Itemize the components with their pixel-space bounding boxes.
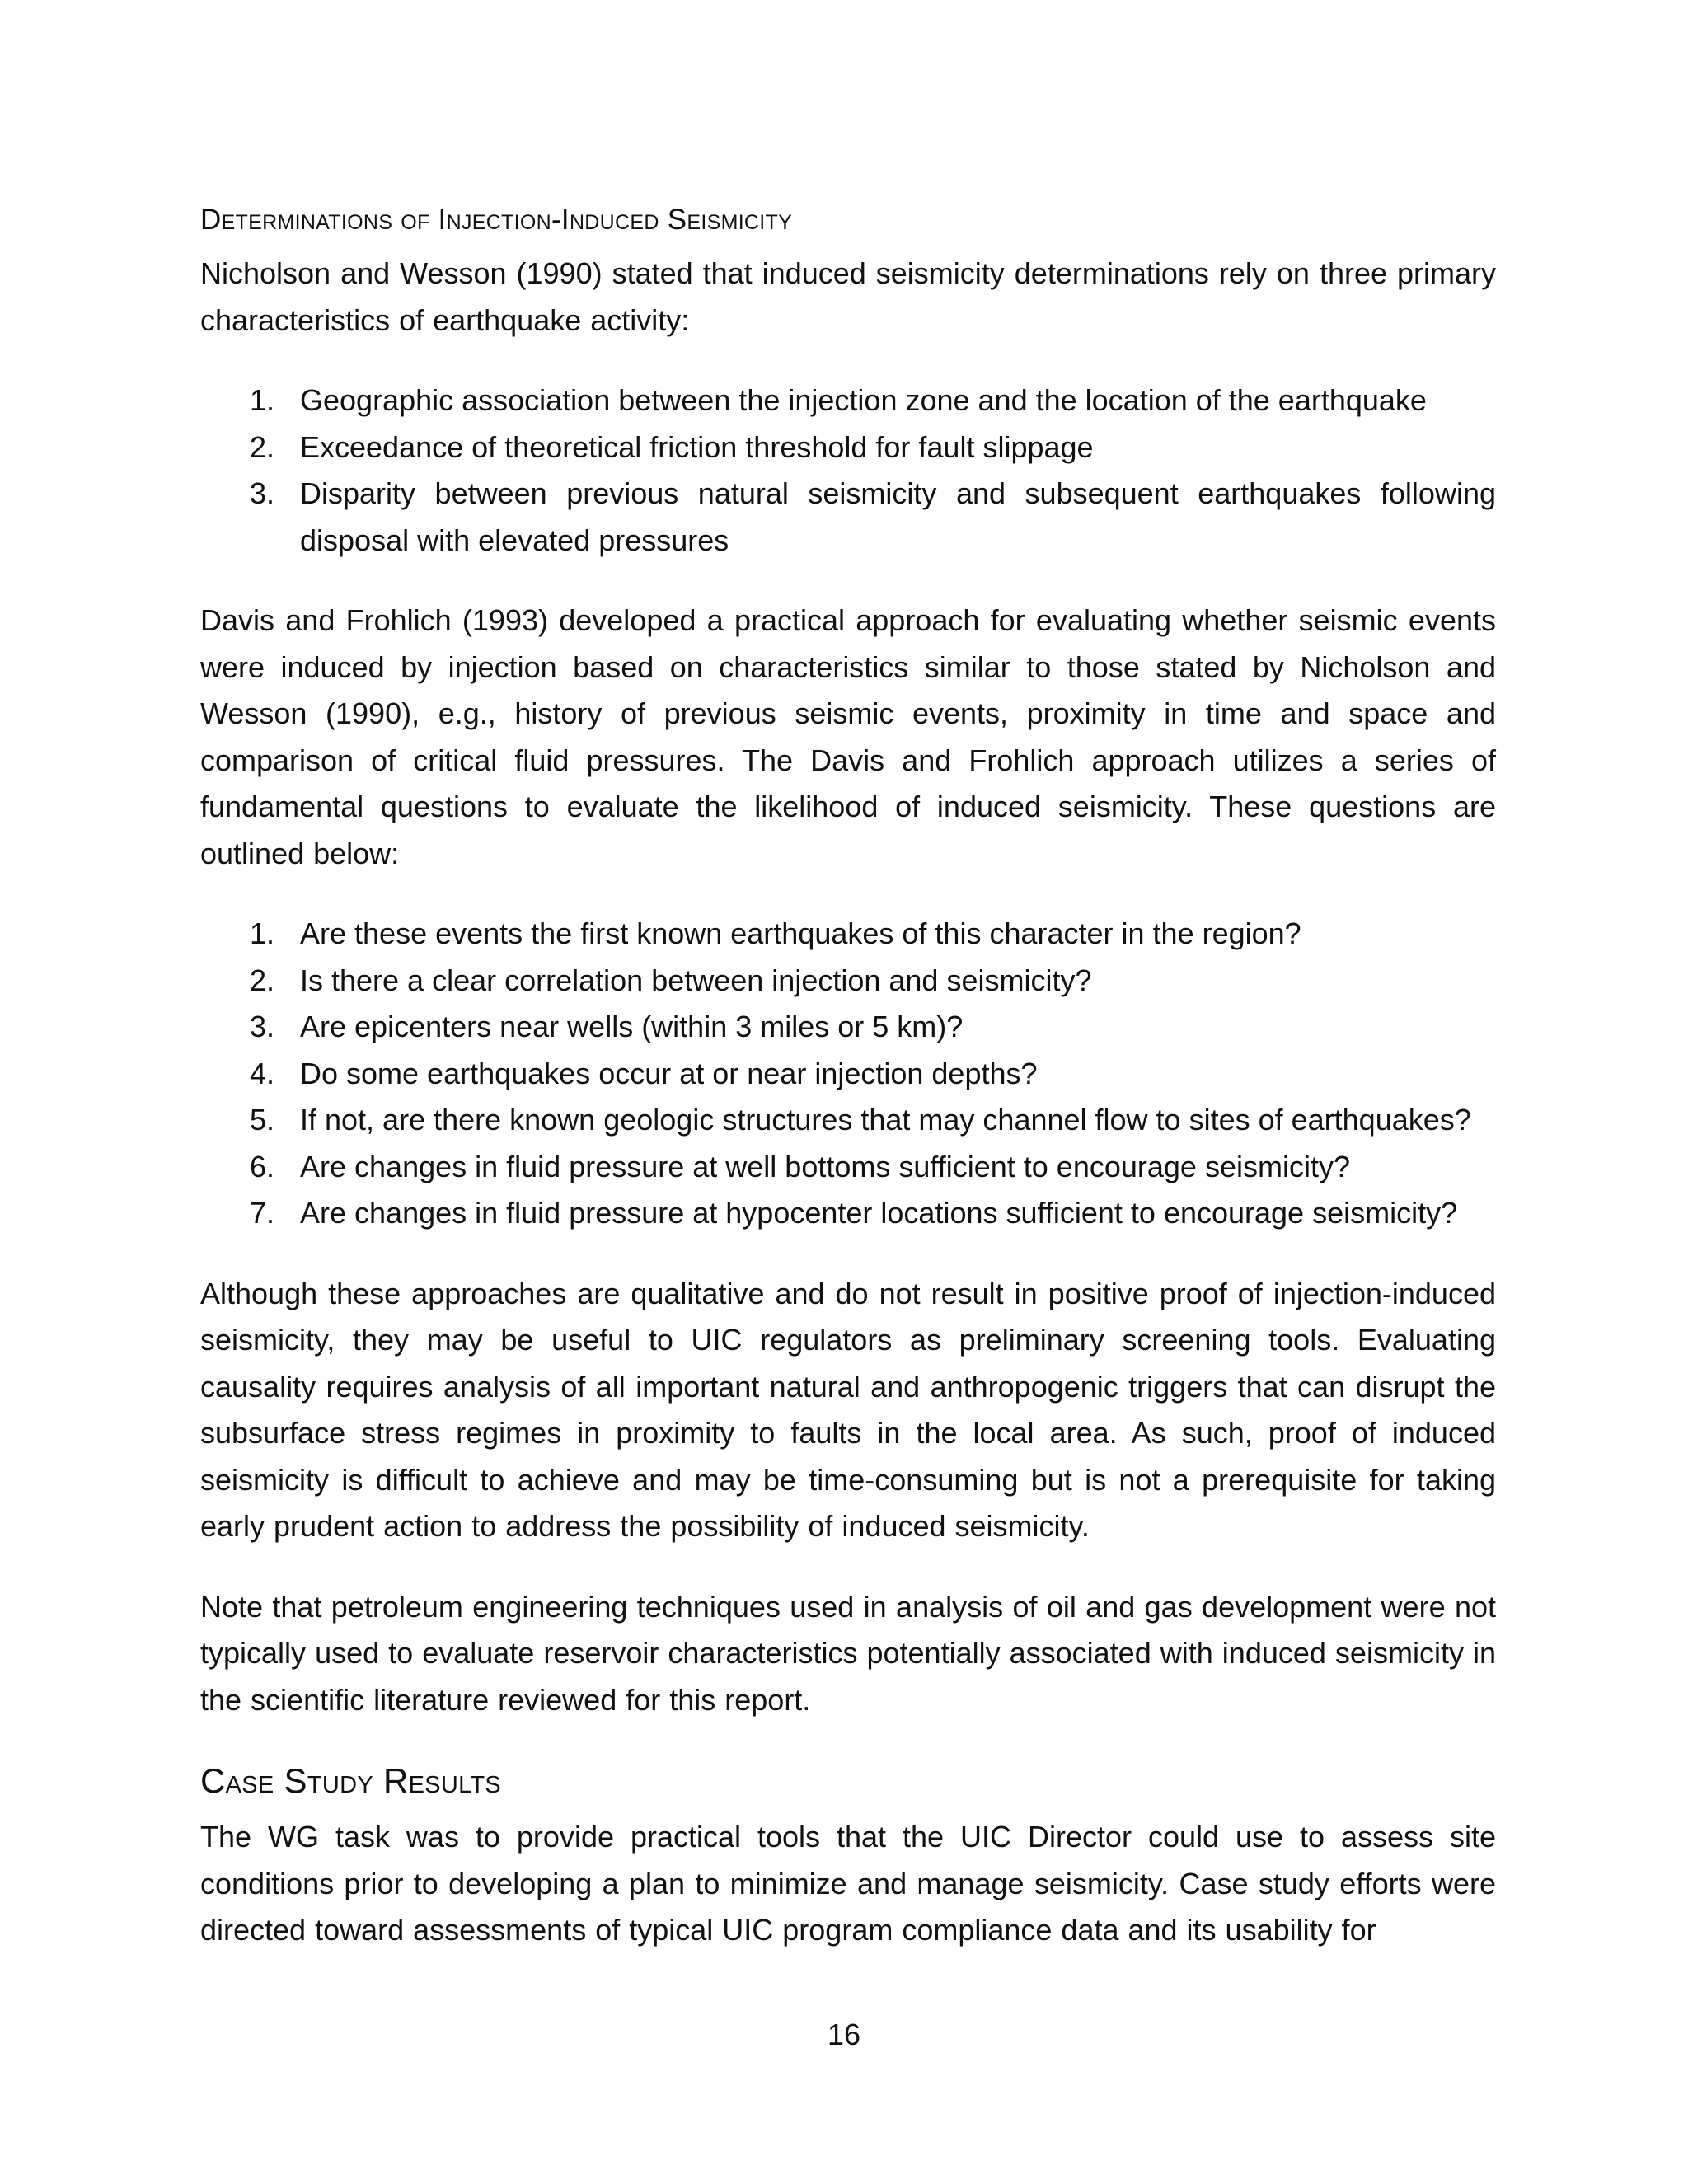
list-item: 5. If not, are there known geologic structures that may channel flow to sites of earthquakes?	[250, 1103, 1471, 1137]
list-item: 6. Are changes in fluid pressure at well bottoms sufficient to encourage seismicity?	[250, 1149, 1350, 1183]
davis-frohlich-paragraph: Davis and Frohlich (1993) developed a practical approach for evaluating whether seismic events were induced by injection based on characteristics similar to those stated by Nicholson and Wesson (1990), e.g., history of previous seismic events, proximity in time and space and comparison of critical fluid pressures. The Davis and Frohlich approach utilizes a series of fundamental questions to evaluate the likelihood of induced seismicity. These questions are outlined below:	[200, 603, 1496, 870]
intro-paragraph: Nicholson and Wesson (1990) stated that induced seismicity determinations rely on three primary characteristics of earthquake activity:	[200, 256, 1496, 337]
characteristics-list	[200, 377, 1496, 564]
list-item: 3. Are epicenters near wells (within 3 miles or 5 km)?	[250, 1010, 964, 1043]
petroleum-note-paragraph: Note that petroleum engineering techniques used in analysis of oil and gas development were not typically used to evaluate reservoir characteristics potentially associated with induced seismicity in the scientific literature reviewed for this report.	[200, 1589, 1496, 1717]
questions-list	[200, 911, 1496, 1237]
qualitative-approaches-paragraph: Although these approaches are qualitative and do not result in positive proof of injection-induced seismicity, they may be useful to UIC regulators as preliminary screening tools. Evaluating causality requires analysis of all important natural and anthropogenic triggers that can disrupt the subsurface stress regimes in proximity to faults in the local area. As such, proof of induced seismicity is difficult to achieve and may be time-consuming but is not a prerequisite for taking early prudent action to address the possibility of induced seismicity.	[200, 1276, 1496, 1543]
section-heading-case-study: Case Study Results	[200, 1761, 502, 1800]
document-page	[200, 201, 1496, 1954]
list-item: 1. Geographic association between the injection zone and the location of the earthquake	[250, 383, 1427, 417]
page-number: 16	[827, 2018, 861, 2051]
list-item: 4. Do some earthquakes occur at or near injection depths?	[250, 1056, 1038, 1090]
case-study-paragraph: The WG task was to provide practical tools that the UIC Director could use to assess site conditions prior to developing a plan to minimize and manage seismicity. Case study efforts were directed toward assessments of typical UIC program compliance data and its usability for	[200, 1820, 1496, 1947]
list-item: 3. Disparity between previous natural seismicity and subsequent earthquakes following disposal with elevated pressures	[250, 476, 1496, 557]
list-item: 1. Are these events the first known earthquakes of this character in the region?	[250, 916, 1301, 950]
list-item: 2. Exceedance of theoretical friction threshold for fault slippage	[250, 429, 1094, 464]
section-heading-determinations: Determinations of Injection-Induced Seismicity	[200, 204, 793, 236]
list-item: 2. Is there a clear correlation between injection and seismicity?	[250, 963, 1092, 997]
list-item: 7. Are changes in fluid pressure at hypocenter locations sufficient to encourage seismicity?	[250, 1196, 1458, 1230]
